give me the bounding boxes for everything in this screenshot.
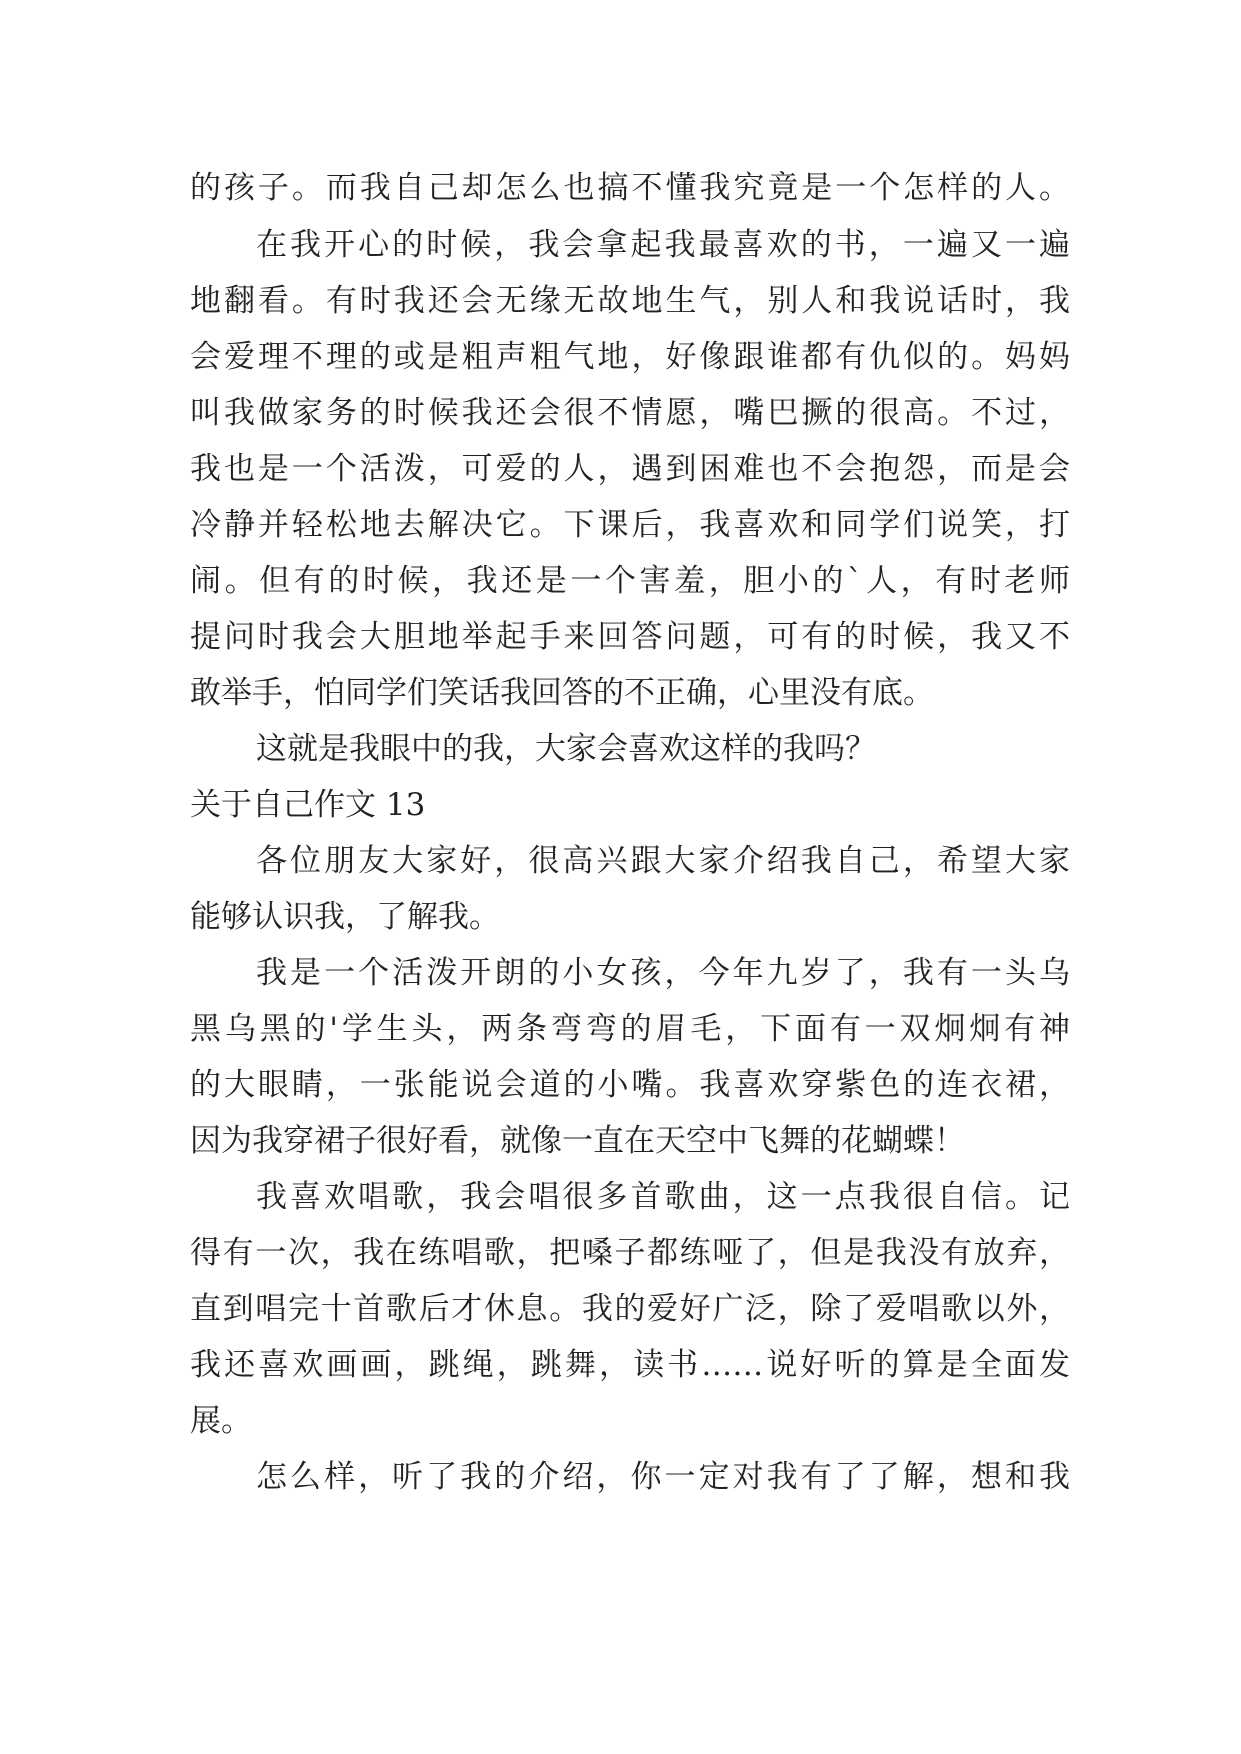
text-line: 敢举手，怕同学们笑话我回答的不正确，心里没有底。	[190, 675, 934, 711]
text-line: 提问时我会大胆地举起手来回答问题，可有的时候，我又不	[190, 619, 1070, 655]
text-line: 我也是一个活泼，可爱的人，遇到困难也不会抱怨，而是会	[190, 451, 1070, 487]
text-line: 直到唱完十首歌后才休息。我的爱好广泛，除了爱唱歌以外，	[190, 1291, 1070, 1327]
paragraph-first-line: 我是一个活泼开朗的小女孩，今年九岁了，我有一头乌	[256, 955, 1070, 991]
text-line: 冷静并轻松地去解决它。下课后，我喜欢和同学们说笑，打	[190, 507, 1070, 543]
text-line: 地翻看。有时我还会无缘无故地生气，别人和我说话时，我	[190, 283, 1070, 319]
paragraph-first-line: 在我开心的时候，我会拿起我最喜欢的书，一遍又一遍	[256, 227, 1070, 263]
paragraph-first-line: 各位朋友大家好，很高兴跟大家介绍我自己，希望大家	[256, 843, 1070, 879]
text-line: 会爱理不理的或是粗声粗气地，好像跟谁都有仇似的。妈妈	[190, 339, 1070, 375]
text-line: 得有一次，我在练唱歌，把嗓子都练哑了，但是我没有放弃，	[190, 1235, 1070, 1271]
text-line: 因为我穿裙子很好看，就像一直在天空中飞舞的花蝴蝶！	[190, 1123, 965, 1159]
text-line: 我还喜欢画画，跳绳，跳舞，读书……说好听的算是全面发	[190, 1347, 1070, 1383]
text-line: 的孩子。而我自己却怎么也搞不懂我究竟是一个怎样的人。	[190, 170, 1070, 206]
text-line: 黑乌黑的'学生头，两条弯弯的眉毛，下面有一双炯炯有神	[190, 1011, 1070, 1047]
text-line: 展。	[190, 1403, 252, 1439]
paragraph-first-line: 我喜欢唱歌，我会唱很多首歌曲，这一点我很自信。记	[256, 1179, 1070, 1215]
text-line: 叫我做家务的时候我还会很不情愿，嘴巴撅的很高。不过，	[190, 395, 1070, 431]
text-line: 的大眼睛，一张能说会道的小嘴。我喜欢穿紫色的连衣裙，	[190, 1067, 1070, 1103]
paragraph-first-line: 这就是我眼中的我，大家会喜欢这样的我吗？	[256, 731, 876, 767]
text-line: 闹。但有的时候，我还是一个害羞，胆小的`人，有时老师	[190, 563, 1070, 599]
text-line: 能够认识我，了解我。	[190, 899, 500, 935]
section-heading: 关于自己作文 13	[190, 787, 426, 823]
paragraph-first-line: 怎么样，听了我的介绍，你一定对我有了了解，想和我	[256, 1459, 1070, 1495]
